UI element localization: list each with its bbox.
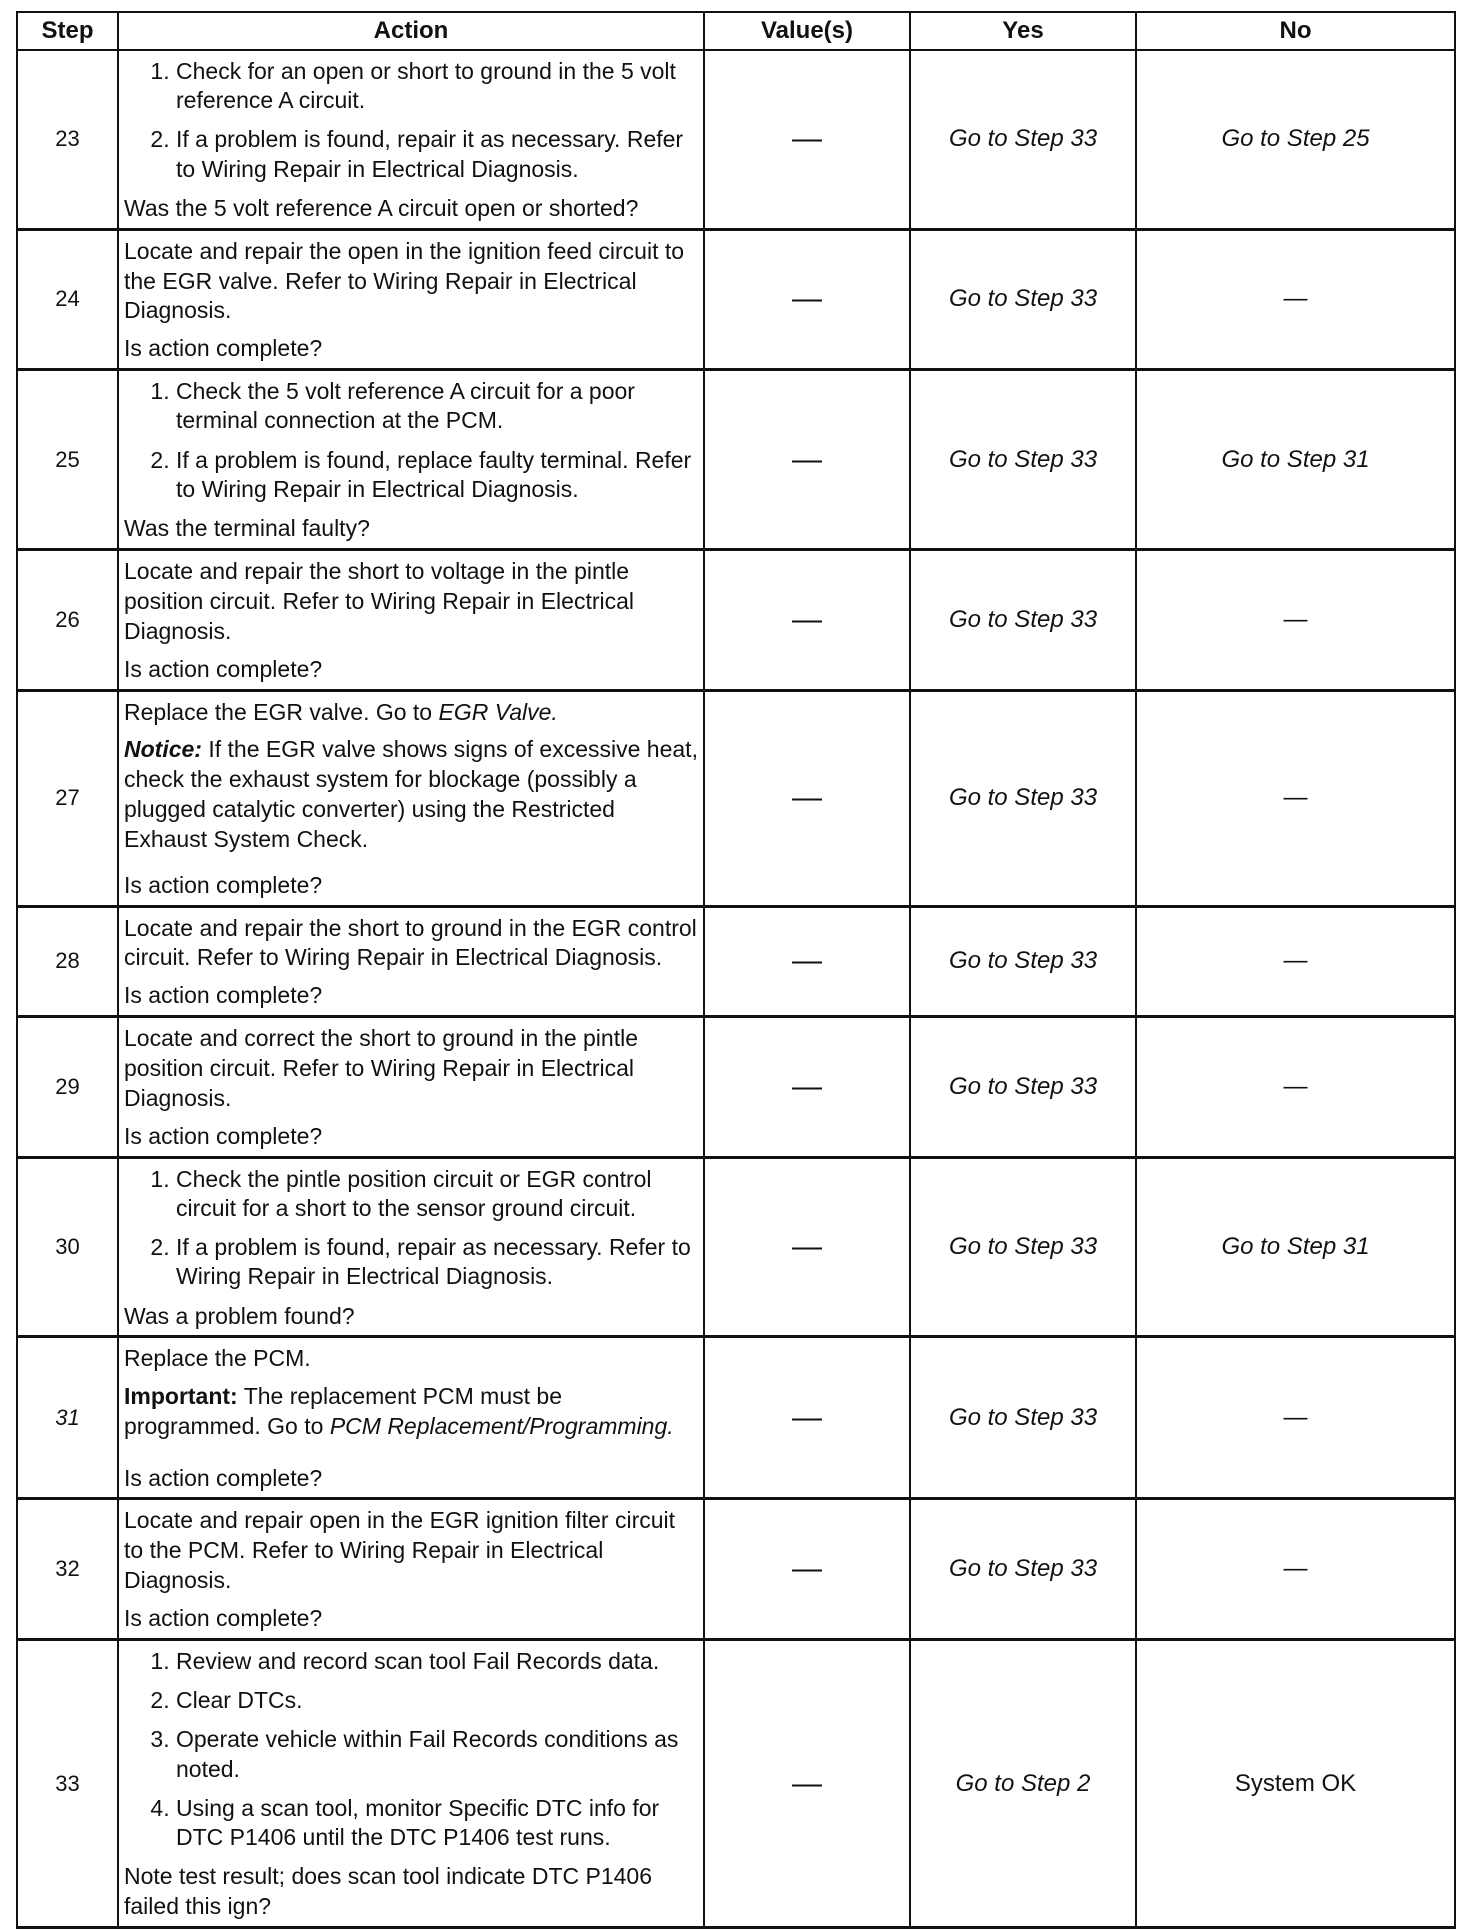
yes-cell: Go to Step 33 <box>910 549 1136 690</box>
step-number: 27 <box>17 690 118 906</box>
value-cell: — <box>704 229 910 370</box>
no-cell: Go to Step 31 <box>1136 1157 1455 1337</box>
yes-cell: Go to Step 33 <box>910 1337 1136 1499</box>
value-cell: — <box>704 1640 910 1928</box>
action-cell <box>118 1499 704 1640</box>
action-question: Is action complete? <box>124 335 323 362</box>
yes-cell: Go to Step 33 <box>910 906 1136 1017</box>
yes-cell: Go to Step 33 <box>910 50 1136 229</box>
no-cell: Go to Step 31 <box>1136 370 1455 550</box>
action-question: Note test result; does scan tool indicate DTC P1406 failed this ign? <box>124 1863 653 1920</box>
action-question: Was the 5 volt reference A circuit open or shorted? <box>124 194 639 221</box>
action-cell <box>118 370 704 550</box>
action-step: 1. Check the pintle position circuit or EGR control circuit for a short to the sensor ground circuit. <box>176 1165 698 1223</box>
header-yes: Yes <box>910 12 1136 50</box>
header-step: Step <box>17 12 118 50</box>
action-question: Is action complete? <box>124 982 323 1009</box>
important-text: Important: The replacement PCM must be programmed. Go to PCM Replacement/Programming. <box>124 1383 674 1440</box>
table-row <box>17 1499 1455 1640</box>
action-text: Replace the PCM. <box>124 1345 311 1372</box>
yes-cell: Go to Step 33 <box>910 370 1136 550</box>
header-values: Value(s) <box>704 12 910 50</box>
egr-valve-link[interactable]: EGR Valve. <box>438 698 558 725</box>
yes-cell: Go to Step 33 <box>910 1017 1136 1158</box>
table-row <box>17 1640 1455 1928</box>
action-cell <box>118 1157 704 1337</box>
step-number: 28 <box>17 906 118 1017</box>
value-cell: — <box>704 549 910 690</box>
table-row <box>17 229 1455 370</box>
step-number: 23 <box>17 50 118 229</box>
action-cell <box>118 229 704 370</box>
yes-cell: Go to Step 33 <box>910 1499 1136 1640</box>
action-step: 1. Check for an open or short to ground in the 5 volt reference A circuit. <box>176 57 698 115</box>
action-text: Locate and repair open in the EGR ignition filter circuit to the PCM. Refer to Wiring Repair in Electrical Diagnosis. <box>124 1507 676 1594</box>
action-step: 2. If a problem is found, repair as necessary. Refer to Wiring Repair in Electrical Diagnosis. <box>176 1233 698 1291</box>
value-cell: — <box>704 370 910 550</box>
action-step: 3. Operate vehicle within Fail Records conditions as noted. <box>176 1725 698 1783</box>
no-cell: Go to Step 25 <box>1136 50 1455 229</box>
no-cell: — <box>1136 229 1455 370</box>
action-question: Is action complete? <box>124 1605 323 1632</box>
value-cell: — <box>704 1157 910 1337</box>
step-number: 29 <box>17 1017 118 1158</box>
table-row <box>17 50 1455 229</box>
action-text: Locate and correct the short to ground in the pintle position circuit. Refer to Wiring Repair in Electrical Diagnosis. <box>124 1025 638 1111</box>
yes-cell: Go to Step 33 <box>910 229 1136 370</box>
no-cell: — <box>1136 690 1455 906</box>
table-row <box>17 906 1455 1017</box>
action-steps <box>124 1647 698 1862</box>
notice-text: Notice: If the EGR valve shows signs of excessive heat, check the exhaust system for blockage (possibly a plugged catalytic converter) using the Restricted Exhaust System Check. <box>124 736 698 853</box>
action-question: Is action complete? <box>124 1122 323 1149</box>
action-cell <box>118 1337 704 1499</box>
table-row <box>17 549 1455 690</box>
table-row <box>17 690 1455 906</box>
no-cell: — <box>1136 1499 1455 1640</box>
action-step: 1. Check the 5 volt reference A circuit for a poor terminal connection at the PCM. <box>176 377 698 435</box>
value-cell: — <box>704 1499 910 1640</box>
header-action: Action <box>118 12 704 50</box>
action-step: 2. Clear DTCs. <box>176 1686 698 1715</box>
step-number: 31 <box>17 1337 118 1499</box>
action-steps <box>124 57 698 194</box>
yes-cell: Go to Step 33 <box>910 690 1136 906</box>
action-steps <box>124 377 698 514</box>
table-row <box>17 1017 1455 1158</box>
action-step: 4. Using a scan tool, monitor Specific DTC info for DTC P1406 until the DTC P1406 test runs. <box>176 1794 698 1852</box>
value-cell: — <box>704 1337 910 1499</box>
action-cell <box>118 549 704 690</box>
action-step: 1. Review and record scan tool Fail Records data. <box>176 1647 698 1676</box>
step-number: 32 <box>17 1499 118 1640</box>
step-number: 30 <box>17 1157 118 1337</box>
header-row <box>17 12 1455 50</box>
action-text: Replace the EGR valve. Go to EGR Valve. <box>124 698 558 725</box>
no-cell: — <box>1136 906 1455 1017</box>
step-number: 24 <box>17 229 118 370</box>
value-cell: — <box>704 906 910 1017</box>
action-steps <box>124 1165 698 1302</box>
no-cell: — <box>1136 1017 1455 1158</box>
action-cell <box>118 1017 704 1158</box>
action-cell <box>118 1640 704 1928</box>
table-row <box>17 370 1455 550</box>
action-text: Locate and repair the short to voltage in the pintle position circuit. Refer to Wiring Repair in Electrical Diagnosis. <box>124 557 635 644</box>
action-question: Is action complete? <box>124 1464 323 1491</box>
diagnostic-table <box>16 11 1456 1929</box>
action-question: Was a problem found? <box>124 1302 355 1329</box>
no-cell: System OK <box>1136 1640 1455 1928</box>
action-text: Locate and repair the open in the ignition feed circuit to the EGR valve. Refer to Wiring Repair in Electrical Diagnosis. <box>124 237 685 324</box>
action-cell <box>118 50 704 229</box>
value-cell: — <box>704 1017 910 1158</box>
yes-cell: Go to Step 33 <box>910 1157 1136 1337</box>
action-text: Locate and repair the short to ground in the EGR control circuit. Refer to Wiring Repair in Electrical Diagnosis. <box>124 914 697 971</box>
header-no: No <box>1136 12 1455 50</box>
value-cell: — <box>704 690 910 906</box>
step-number: 25 <box>17 370 118 550</box>
no-cell: — <box>1136 1337 1455 1499</box>
step-number: 26 <box>17 549 118 690</box>
step-number: 33 <box>17 1640 118 1928</box>
value-cell: — <box>704 50 910 229</box>
action-question: Was the terminal faulty? <box>124 515 370 542</box>
table-row <box>17 1157 1455 1337</box>
action-cell <box>118 690 704 906</box>
action-step: 2. If a problem is found, repair it as necessary. Refer to Wiring Repair in Electrical Diagnosis. <box>176 125 698 183</box>
action-question: Is action complete? <box>124 655 323 682</box>
action-step: 2. If a problem is found, replace faulty terminal. Refer to Wiring Repair in Electrical Diagnosis. <box>176 446 698 504</box>
pcm-programming-link[interactable]: PCM Replacement/Programming. <box>329 1413 674 1440</box>
action-cell <box>118 906 704 1017</box>
table-row <box>17 1337 1455 1499</box>
no-cell: — <box>1136 549 1455 690</box>
action-question: Is action complete? <box>124 871 323 898</box>
yes-cell: Go to Step 2 <box>910 1640 1136 1928</box>
